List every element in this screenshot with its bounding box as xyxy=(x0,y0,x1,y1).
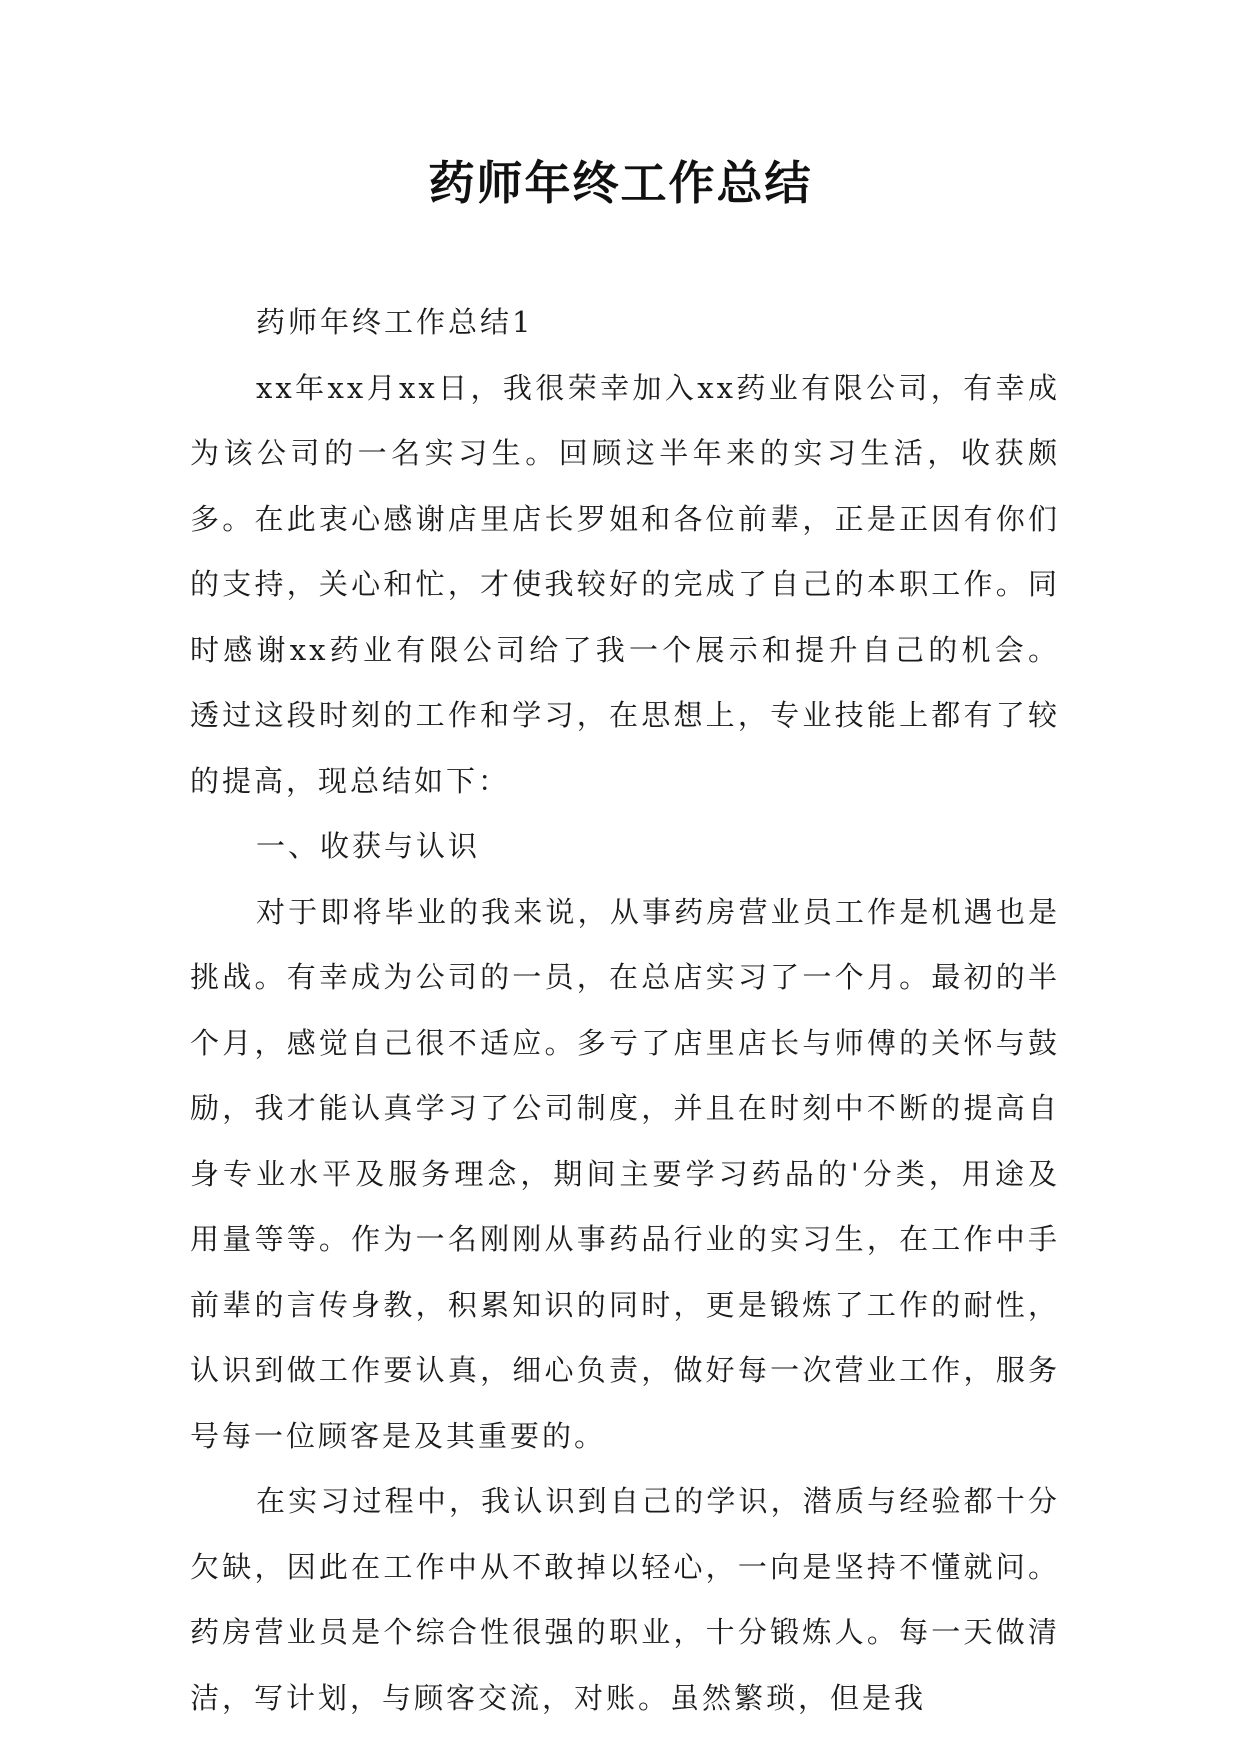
section-heading-1: 药师年终工作总结1 xyxy=(256,305,534,339)
document-title: 药师年终工作总结 xyxy=(428,156,813,210)
section-heading-gains: 一、收获与认识 xyxy=(256,829,481,863)
body-paragraph-intro: xx年xx月xx日，我很荣幸加入xx药业有限公司，有幸成为该公司的一名实习生。回顾这半年来的实习生活，收获颇多。在此衷心感谢店里店长罗姐和各位前辈，正是正因有你们的支持，关心和忙，才使我较好的完成了自己的本职工作。同时感谢xx药业有限公司给了我一个展示和提升自己的机会。透过这段时刻的工作和学习，在思想上，专业技能上都有了较的提高，现总结如下： xyxy=(190,370,1060,798)
body-paragraph-gains: 对于即将毕业的我来说，从事药房营业员工作是机遇也是挑战。有幸成为公司的一员，在总店实习了一个月。最初的半个月，感觉自己很不适应。多亏了店里店长与师傅的关怀与鼓励，我才能认真学习了公司制度，并且在时刻中不断的提高自身专业水平及服务理念，期间主要学习药品的'分类，用途及用量等等。作为一名刚刚从事药品行业的实习生，在工作中手前辈的言传身教，积累知识的同时，更是锻炼了工作的耐性，认识到做工作要认真，细心负责，做好每一次营业工作，服务号每一位顾客是及其重要的。 xyxy=(190,894,1060,1453)
document-body xyxy=(190,290,1060,1731)
body-paragraph-practice: 在实习过程中，我认识到自己的学识，潜质与经验都十分欠缺，因此在工作中从不敢掉以轻心，一向是坚持不懂就问。药房营业员是个综合性很强的职业，十分锻炼人。每一天做清洁，写计划，与顾客交流，对账。虽然繁琐，但是我 xyxy=(190,1484,1060,1715)
